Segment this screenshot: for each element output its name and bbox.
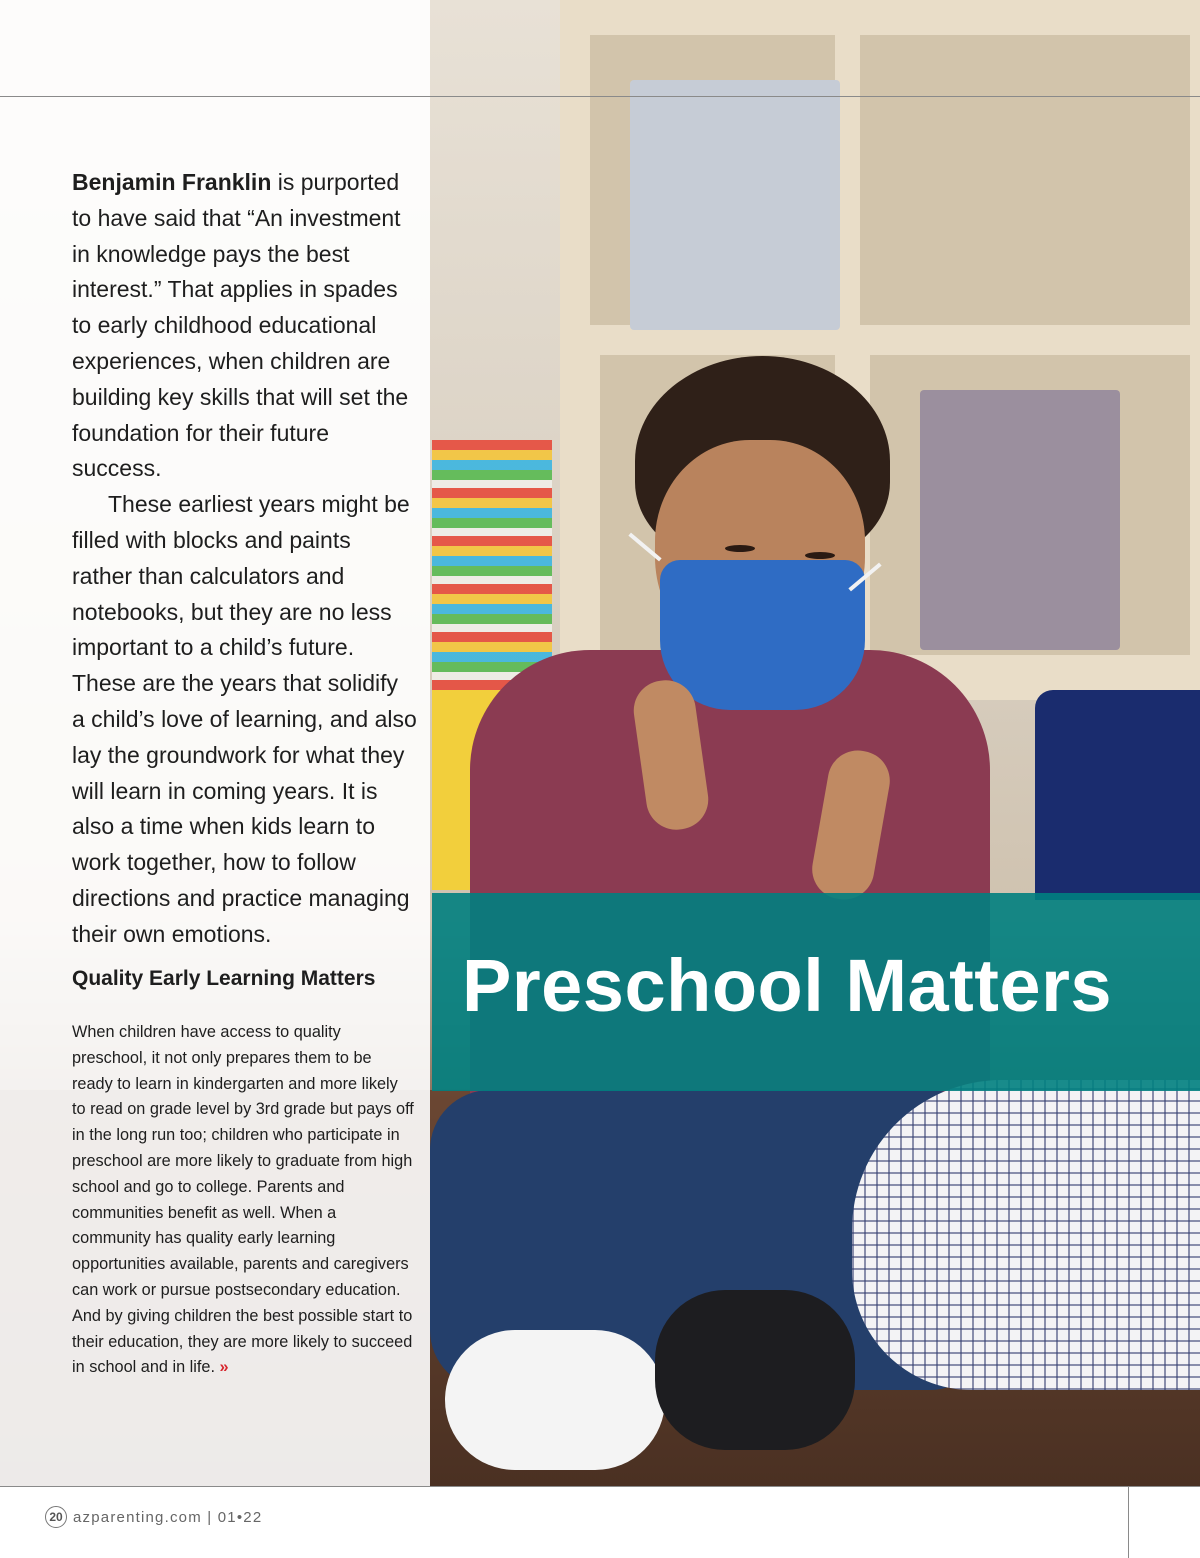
tablet-device (1035, 690, 1200, 900)
intro-text: is purported to have said that “An investment in knowledge pays the best interest.” That applies in spades to early childhood educational experiences, when children are building key skills that will set the foundation for their future success. (72, 169, 409, 482)
bottom-rule (0, 1486, 1200, 1487)
footer-site: azparenting.com (73, 1508, 202, 1526)
footer-vertical-rule (1128, 1486, 1129, 1558)
footer-issue: 01•22 (217, 1508, 263, 1526)
footer-credit (73, 1509, 262, 1526)
third-paragraph (72, 1020, 414, 1381)
colorful-stacked-paper (432, 440, 552, 690)
footer-separator: | (207, 1508, 213, 1526)
top-rule (0, 96, 1200, 97)
article-title: Preschool Matters (462, 944, 1113, 1027)
black-sock (655, 1290, 855, 1450)
title-banner (432, 893, 1200, 1091)
white-sock (445, 1330, 665, 1470)
end-mark-icon: » (219, 1358, 229, 1377)
article-body (72, 165, 417, 953)
intro-lead: Benjamin Franklin (72, 169, 272, 195)
bookshelf (560, 0, 1200, 700)
third-paragraph-text: When children have access to quality preschool, it not only prepares them to be ready to learn in kindergarten and more likely to read on grade level by 3rd grade but pays off in the long run too; children who participate in preschool are more likely to graduate from high school and go to college. Parents and communities benefit as well. When a community has quality early learning opportunities available, parents and caregivers can work or pursue postsecondary education. And by giving children the best possible start to their education, they are more likely to succeed in school and in life. (72, 1023, 414, 1377)
intro-paragraph (72, 165, 417, 487)
second-paragraph: These earliest years might be filled with blocks and paints rather than calculators and notebooks, but they are no less important to a child’s future. These are the years that solidify a child’s love of learning, and also lay the groundwork for what they will learn in coming years. It is also a time when kids learn to work together, how to follow directions and practice managing their own emotions. (72, 491, 417, 947)
page-footer (45, 1505, 262, 1529)
page-number: 20 (45, 1506, 67, 1528)
subheading: Quality Early Learning Matters (72, 967, 376, 990)
blue-face-mask (660, 560, 865, 710)
checkered-pants (852, 1080, 1200, 1390)
